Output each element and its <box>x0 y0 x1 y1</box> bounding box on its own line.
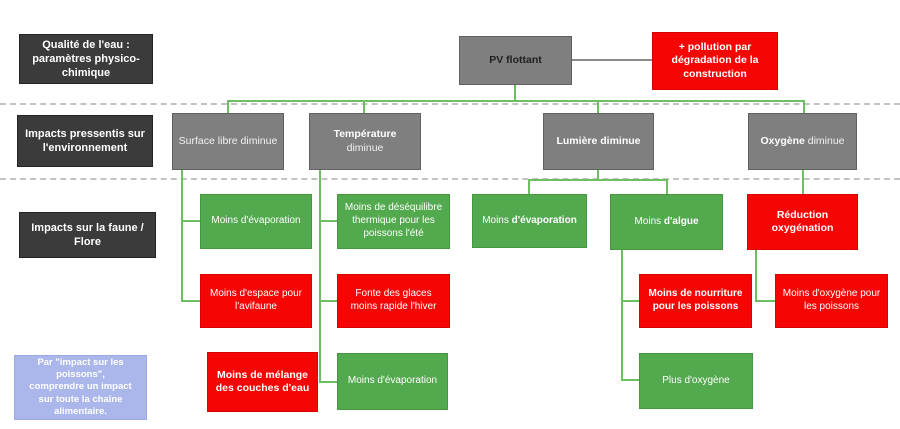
connector-reduction-vertical <box>755 250 757 302</box>
node-pollution-construction: + pollution par dégradation de la construction <box>652 32 778 90</box>
connector-surface-stub-2 <box>181 300 201 302</box>
node-oxygene-bold: Oxygène <box>760 134 805 147</box>
node-temperature <box>309 113 421 170</box>
leaf-moins-evaporation-lumiere-bold: d'évaporation <box>511 214 577 226</box>
leaf-moins-algue <box>610 194 723 250</box>
leaf-moins-evaporation-temperature: Moins d'évaporation <box>337 353 448 410</box>
connector-stub-temperature <box>363 100 365 114</box>
node-surface-libre <box>172 113 284 170</box>
node-temperature-bold: Température <box>333 128 397 141</box>
connector-stub-oxygene <box>803 100 805 114</box>
connector-temperature-stub-1 <box>319 220 338 222</box>
leaf-moins-melange-couches: Moins de mélange des couches d'eau <box>207 352 318 412</box>
row-label-water-quality: Qualité de l'eau : paramètres physico-chimique <box>19 34 153 84</box>
connector-temperature-stub-2 <box>319 300 338 302</box>
connector-surface-vertical <box>181 170 183 302</box>
note-food-chain: Par "impact sur les poissons", comprendre un impact sur toute la chaîne alimentaire. <box>14 355 147 420</box>
node-surface-libre-text: Surface libre diminue <box>178 134 278 147</box>
node-temperature-post: diminue <box>346 141 384 154</box>
node-oxygene <box>748 113 857 170</box>
connector-pv-pollution <box>572 59 652 61</box>
dashed-separator-1 <box>0 103 900 105</box>
connector-pv-stub <box>514 85 516 101</box>
node-pv-flottant: PV flottant <box>459 36 572 85</box>
leaf-moins-evaporation-lumiere-pre: Moins <box>482 214 512 226</box>
leaf-moins-evaporation-lumiere <box>472 194 587 248</box>
node-lumiere <box>543 113 654 170</box>
leaf-moins-oxygene-poissons: Moins d'oxygène pour les poissons <box>775 274 888 328</box>
connector-temperature-vertical <box>319 170 321 383</box>
connector-lumiere-bracket <box>528 179 668 181</box>
leaf-reduction-oxygenation: Réduction oxygénation <box>747 194 858 250</box>
leaf-moins-evaporation-surface: Moins d'évaporation <box>200 194 312 249</box>
leaf-fonte-des-glaces: Fonte des glaces moins rapide l'hiver <box>337 274 450 328</box>
connector-oxygene-stub-down <box>802 170 804 195</box>
connector-lumiere-bracket-left <box>528 179 530 195</box>
connector-algue-vertical <box>621 250 623 381</box>
connector-reduction-stub <box>755 300 776 302</box>
leaf-moins-algue-bold: d'algue <box>663 215 699 227</box>
connector-surface-stub-1 <box>181 220 201 222</box>
connector-stub-surface <box>227 100 229 114</box>
leaf-moins-algue-pre: Moins <box>634 215 664 227</box>
connector-stub-lumiere <box>597 100 599 114</box>
leaf-plus-oxygene: Plus d'oxygène <box>639 353 753 409</box>
row-label-anticipated-impacts: Impacts pressentis sur l'environnement <box>17 115 153 167</box>
connector-algue-stub-1 <box>621 300 640 302</box>
dashed-separator-2 <box>0 178 900 180</box>
connector-algue-stub-2 <box>621 379 640 381</box>
node-oxygene-post: diminue <box>804 134 845 147</box>
node-lumiere-bold: Lumière diminue <box>556 134 641 147</box>
connector-temperature-stub-3 <box>319 381 338 383</box>
leaf-moins-espace-avifaune: Moins d'espace pour l'avifaune <box>200 274 312 328</box>
connector-lumiere-bracket-right <box>666 179 668 195</box>
leaf-moins-nourriture-poissons: Moins de nourriture pour les poissons <box>639 274 752 328</box>
connector-top-bracket <box>227 100 805 102</box>
leaf-moins-desequilibre-thermique: Moins de déséquilibre thermique pour les poissons l'été <box>337 194 450 249</box>
row-label-fauna-flora: Impacts sur la faune / Flore <box>19 212 156 258</box>
